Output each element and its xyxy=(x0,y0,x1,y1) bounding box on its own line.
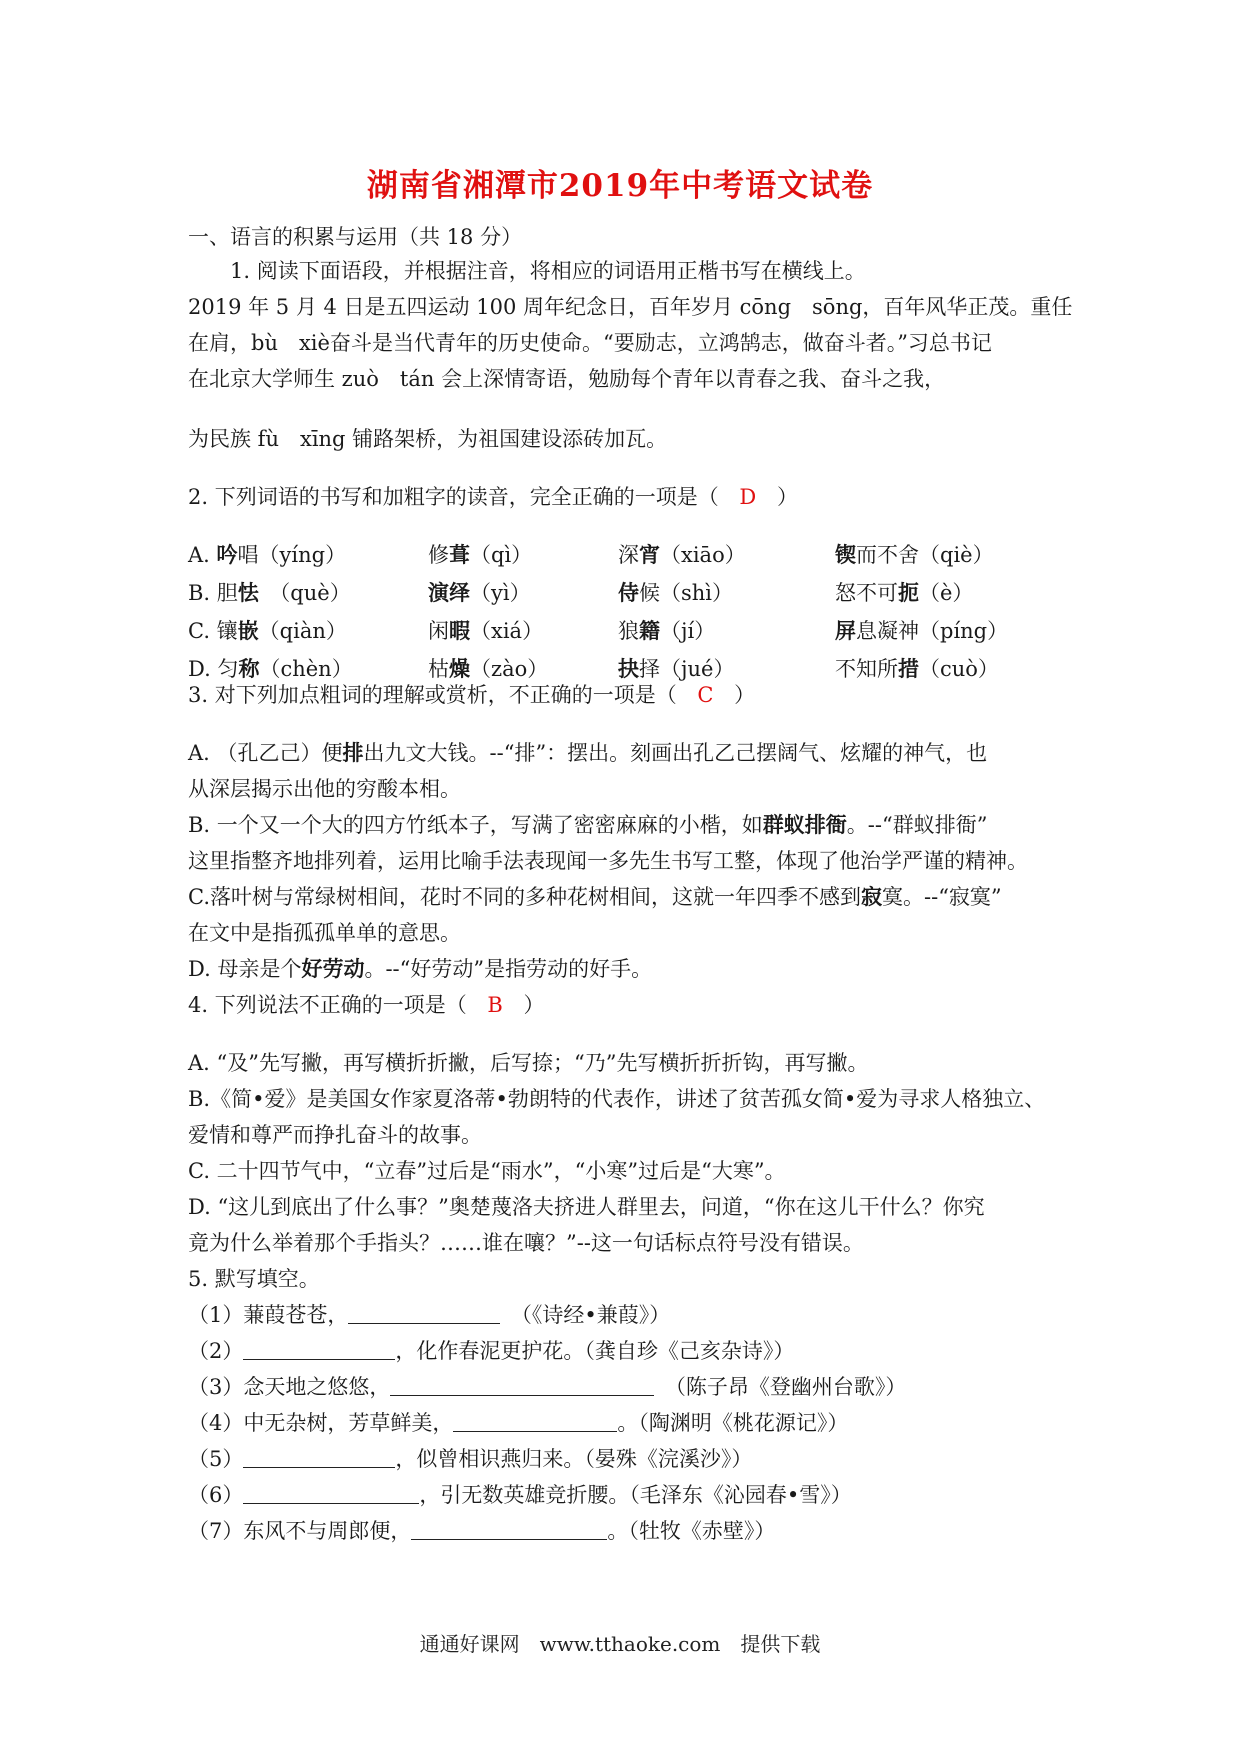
bold-char: 侍 xyxy=(618,580,639,605)
q2-option-word xyxy=(428,540,532,570)
bold-word: 好劳动 xyxy=(301,956,365,981)
bold-char: 称 xyxy=(238,656,260,681)
question-bracket: ） xyxy=(523,993,545,1017)
item-source: （陈子昂《登幽州台歌》） xyxy=(675,1375,907,1399)
word-text: 修 xyxy=(428,543,449,567)
item-source: 。（牡牧《赤壁》） xyxy=(607,1519,776,1543)
word-text: 怒不可 xyxy=(835,581,898,605)
word-text: 而不舍（qiè） xyxy=(856,543,994,567)
bold-char: 葺 xyxy=(449,542,470,567)
answer-mark: D xyxy=(739,485,757,509)
option-text: A. （孔乙己）便 xyxy=(188,741,343,765)
q3-option-b xyxy=(188,810,987,840)
item-text: （4）中无杂树，芳草鲜美， xyxy=(188,1411,454,1435)
q1-passage-line: 2019 年 5 月 4 日是五四运动 100 周年纪念日，百年岁月 cōng sōng，百年风华正茂。重任 xyxy=(188,295,1073,319)
question-text: 4. 下列说法不正确的一项是（ xyxy=(188,993,467,1017)
q1-passage-line: 在北京大学师生 zuò tán 会上深情寄语，勉励每个青年以青春之我、奋斗之我， xyxy=(188,367,946,391)
page-footer: 通通好课网 www.tthaoke.com 提供下载 xyxy=(419,1632,821,1656)
q3-option-c-cont: 在文中是指孤孤单单的意思。 xyxy=(188,921,461,945)
q4-option-b-cont: 爱情和尊严而挣扎奋斗的故事。 xyxy=(188,1123,482,1147)
q1-intro: 1. 阅读下面语段，并根据注音，将相应的词语用正楷书写在横线上。 xyxy=(230,259,866,283)
q5-item xyxy=(188,1300,670,1330)
option-text: C.落叶树与常绿树相间，花时不同的多种花树相间，这就一年四季不感到 xyxy=(188,885,861,909)
q2-option-word xyxy=(835,654,999,684)
fill-blank[interactable] xyxy=(348,1301,500,1324)
fill-blank[interactable] xyxy=(390,1373,654,1396)
question-bracket: ） xyxy=(734,683,756,707)
q5-item xyxy=(188,1444,752,1474)
fill-blank[interactable] xyxy=(453,1409,617,1432)
item-text: （3）念天地之悠悠， xyxy=(188,1375,391,1399)
bold-char: 抉 xyxy=(618,656,639,681)
q5-item xyxy=(188,1336,794,1366)
answer-mark: B xyxy=(487,993,503,1017)
q2-option-word xyxy=(428,616,543,646)
q2-option-word xyxy=(618,540,746,570)
q4-option-c: C. 二十四节气中，“立春”过后是“雨水”，“小寒”过后是“大寒”。 xyxy=(188,1159,786,1183)
bold-word: 排 xyxy=(342,740,364,765)
word-text: （cuò） xyxy=(919,657,999,681)
item-text: （5） xyxy=(188,1447,244,1471)
option-text: 。--“好劳动”是指劳动的好手。 xyxy=(364,957,653,981)
q4-option-a: A. “及”先写撇，再写横折折撇，后写捺；“乃”先写横折折折钩，再写撇。 xyxy=(188,1051,869,1075)
q5-item xyxy=(188,1372,906,1402)
item-source: ，化作春泥更护花。（龚自珍《己亥杂诗》） xyxy=(395,1339,795,1363)
bold-word: 寂 xyxy=(861,884,882,909)
q3-option-a-cont: 从深层揭示出他的穷酸本相。 xyxy=(188,777,461,801)
q4-option-d-cont: 竟为什么举着那个手指头？……谁在嚷？”--这一句话标点符号没有错误。 xyxy=(188,1231,864,1255)
q2-stem xyxy=(188,482,798,512)
bold-char: 吟 xyxy=(216,542,238,567)
word-text: （xiāo） xyxy=(660,543,746,567)
answer-mark: C xyxy=(697,683,714,707)
q2-option-word xyxy=(618,616,715,646)
word-text: 候（shì） xyxy=(639,581,734,605)
word-text: 深 xyxy=(618,543,639,567)
option-text: D. 母亲是个 xyxy=(188,957,302,981)
fill-blank[interactable] xyxy=(243,1481,419,1504)
q2-option-word xyxy=(835,540,994,570)
fill-blank[interactable] xyxy=(411,1517,607,1540)
item-source: 。（陶渊明《桃花源记》） xyxy=(617,1411,849,1435)
bold-char: 嵌 xyxy=(237,618,259,643)
word-text: 闲 xyxy=(428,619,449,643)
bold-char: 怯 xyxy=(237,580,259,605)
q2-option-word xyxy=(188,540,346,570)
option-text: 寞。--“寂寞” xyxy=(882,885,1002,909)
word-text: （yì） xyxy=(470,581,531,605)
word-text: （qì） xyxy=(470,543,533,567)
option-text: 。--“群蚁排衙” xyxy=(846,813,988,837)
question-text: 2. 下列词语的书写和加粗字的读音，完全正确的一项是（ xyxy=(188,485,719,509)
word-text: 息凝神（píng） xyxy=(856,619,1009,643)
word-text: （jí） xyxy=(660,619,716,643)
item-text: （7）东风不与周郎便， xyxy=(188,1519,412,1543)
question-bracket: ） xyxy=(776,485,798,509)
bold-word: 群蚁排衙 xyxy=(762,812,847,837)
bold-char: 演绎 xyxy=(428,580,470,605)
bold-char: 燥 xyxy=(449,656,470,681)
word-text: 枯 xyxy=(428,657,449,681)
q5-item xyxy=(188,1480,852,1510)
option-text: B. 一个又一个大的四方竹纸本子，写满了密密麻麻的小楷，如 xyxy=(188,813,763,837)
q3-option-a xyxy=(188,738,987,768)
bold-char: 屏 xyxy=(835,618,856,643)
question-text: 3. 对下列加点粗词的理解或赏析，不正确的一项是（ xyxy=(188,683,677,707)
bold-char: 锲 xyxy=(835,542,856,567)
q2-option-word xyxy=(428,578,531,608)
bold-char: 宵 xyxy=(639,542,660,567)
word-text: C. 镶 xyxy=(188,619,238,643)
word-text: 狼 xyxy=(618,619,639,643)
q4-option-d: D. “这儿到底出了什么事？”奥楚蔑洛夫挤进人群里去，问道，“你在这儿干什么？你究 xyxy=(188,1195,985,1219)
q2-option-word xyxy=(188,616,347,646)
q5-item xyxy=(188,1516,775,1546)
item-text: （1）蒹葭苍苍， xyxy=(188,1303,349,1327)
word-text: （què） xyxy=(258,581,351,605)
item-text: （2） xyxy=(188,1339,244,1363)
word-text: （qiàn） xyxy=(258,619,347,643)
word-text: （xiá） xyxy=(470,619,544,643)
bold-char: 籍 xyxy=(639,618,660,643)
item-source: （《诗经•兼葭》） xyxy=(521,1303,671,1327)
page-title: 湖南省湘潭市2019年中考语文试卷 xyxy=(366,168,874,204)
q3-option-c xyxy=(188,882,1002,912)
section-heading: 一、语言的积累与运用（共 18 分） xyxy=(188,225,523,249)
q5-stem: 5. 默写填空。 xyxy=(188,1267,320,1291)
q2-option-word xyxy=(188,578,351,608)
bold-char: 扼 xyxy=(898,580,919,605)
word-text: D. 匀 xyxy=(188,657,239,681)
q1-passage-line: 在肩，bù xiè奋斗是当代青年的历史使命。“要励志，立鸿鹄志，做奋斗者。”习总书记 xyxy=(188,331,992,355)
q2-option-word xyxy=(835,578,973,608)
q2-option-word xyxy=(835,616,1008,646)
bold-char: 措 xyxy=(898,656,919,681)
item-source: ，引无数英雄竞折腰。（毛泽东《沁园春•雪》） xyxy=(419,1483,852,1507)
word-text: 不知所 xyxy=(835,657,898,681)
word-text: B. 胆 xyxy=(188,581,238,605)
item-source: ，似曾相识燕归来。（晏殊《浣溪沙》） xyxy=(395,1447,753,1471)
fill-blank[interactable] xyxy=(243,1337,395,1360)
q3-stem xyxy=(188,680,755,710)
q4-option-b: B.《简•爱》是美国女作家夏洛蒂•勃朗特的代表作，讲述了贫苦孤女简•爱为寻求人格独立、 xyxy=(188,1087,1046,1111)
word-text: （è） xyxy=(919,581,974,605)
q4-stem xyxy=(188,990,545,1020)
word-text: （chèn） xyxy=(259,657,353,681)
word-text: 择（jué） xyxy=(639,657,735,681)
q1-passage-line: 为民族 fù xīng 铺路架桥，为祖国建设添砖加瓦。 xyxy=(188,427,668,451)
bold-char: 暇 xyxy=(449,618,470,643)
word-text: （zào） xyxy=(470,657,549,681)
item-text: （6） xyxy=(188,1483,244,1507)
word-text: A. xyxy=(188,543,217,567)
word-text: 唱（yíng） xyxy=(237,543,347,567)
q3-option-d xyxy=(188,954,652,984)
option-text: 出九文大钱。--“排”：摆出。刻画出孔乙己摆阔气、炫耀的神气，也 xyxy=(363,741,988,765)
q2-option-word xyxy=(618,578,733,608)
q5-item xyxy=(188,1408,848,1438)
q3-option-b-cont: 这里指整齐地排列着，运用比喻手法表现闻一多先生书写工整，体现了他治学严谨的精神。 xyxy=(188,849,1028,873)
fill-blank[interactable] xyxy=(243,1445,395,1468)
